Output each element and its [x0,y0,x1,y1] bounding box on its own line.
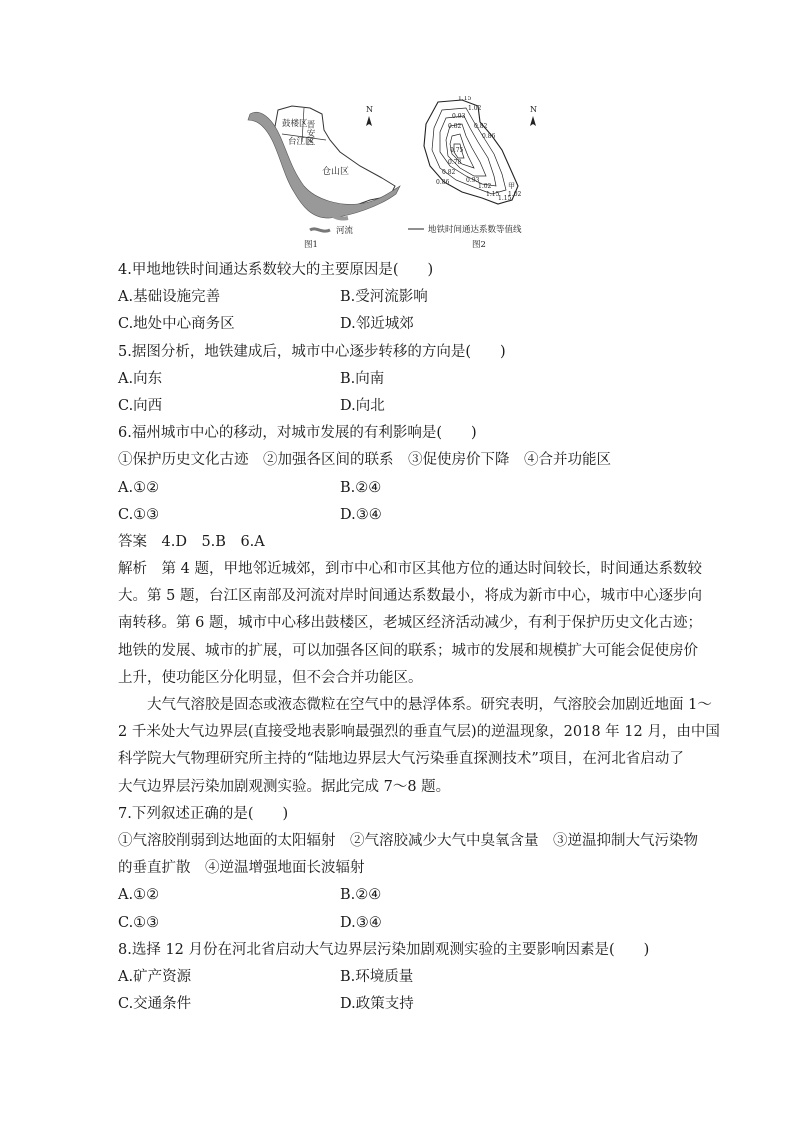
fig1-district-taijiang: 台江区 [288,137,314,147]
q8-option-c: C.交通条件 [118,996,192,1013]
fig1-district-jinan: 晋安区 [305,120,315,146]
answer-line: 答案 4.D 5.B 6.A [118,533,265,550]
fig1-district-gulou: 鼓楼区 [282,119,308,129]
q4-option-c: C.地处中心商务区 [118,316,235,333]
fig2-point-jia: 甲 [508,182,515,190]
q7-stem: 7.下列叙述正确的是( ) [118,805,289,822]
q4-options-row1 [118,284,692,311]
fig2-contour-label: 0.93 [452,113,466,120]
fig2-contour-label: 1.15 [458,96,472,102]
fig2-legend [408,224,522,235]
fig2-contour-label: 1.02 [468,105,482,112]
q5-option-c: C.向西 [118,397,163,414]
fig1-legend [310,225,354,236]
passage-line: 科学院大气物理研究所主持的“陆地边界层大气污染垂直探测技术”项目，在河北省启动了 [118,751,684,768]
figure-maps [230,96,570,256]
svg-text:N: N [530,105,537,114]
q8-options-row1 [118,964,692,991]
q8-stem: 8.选择 12 月份在河北省启动大气边界层污染加剧观测实验的主要影响因素是( ) [118,941,650,958]
fig2-contour-label: 0.82 [442,169,456,176]
q6-items: ①保护历史文化古迹 ②加强各区间的联系 ③促使房价下降 ④合并功能区 [118,452,611,469]
passage-line: 2 千米处大气边界层(直接受地表影响最强烈的垂直气层)的逆温现象，2018 年 12 月，由中国 [118,724,720,741]
fig1-north-arrow [366,105,373,126]
q4-option-b: B.受河流影响 [340,289,428,306]
q8-option-d: D.政策支持 [340,996,414,1013]
q8-option-b: B.环境质量 [340,968,414,985]
fig2-contour-label: 0.82 [448,123,462,130]
q6-option-b: B.②④ [340,479,382,496]
q4-options-row2 [118,311,692,338]
fig2-contour-label: 1.02 [508,191,522,198]
fig2-contour-label: 0.82 [474,123,488,130]
fig2-contour-label: 1.15 [498,195,512,202]
q5-option-b: B.向南 [340,370,385,387]
q8-option-a: A.矿产资源 [118,968,192,985]
analysis-line: 解析 第 4 题，甲地邻近城郊，到市中心和市区其他方位的通达时间较长，时间通达系数较 [118,561,702,578]
figure-area [230,96,570,256]
q7-items: ①气溶胶削弱到达地面的太阳辐射 ②气溶胶减少大气中臭氧含量 ③逆温抑制大气污染物 [118,832,698,849]
svg-text:地铁时间通达系数等值线: 地铁时间通达系数等值线 [428,225,522,235]
fig1-caption: 图1 [304,240,318,250]
fig2-north-arrow [530,105,537,126]
passage-line: 大气气溶胶是固态或液态微粒在空气中的悬浮体系。研究表明，气溶胶会加剧近地面 1～ [147,697,712,713]
fig2-contour-label: 0.93 [466,177,480,184]
analysis-line: 上升，使功能区分化明显，但不会合并功能区。 [118,669,423,686]
q7-options-row2 [118,910,692,937]
q7-option-c: C.①③ [118,914,160,931]
q6-stem: 6.福州城市中心的移动，对城市发展的有利影响是( ) [118,425,477,442]
q4-option-d: D.邻近城郊 [340,316,414,333]
fig2-contour-label: 1.15 [486,191,500,198]
analysis-line: 地铁的发展、城市的扩展，可以加强各区间的联系；城市的发展和规模扩大可能会促使房价 [118,642,698,659]
q6-option-c: C.①③ [118,506,160,523]
fig2-contour-label: 0.78 [448,159,462,166]
fig2-contour-label: 1.02 [478,183,492,190]
question-content [118,257,720,1018]
fig2-contour-label: 0.86 [482,133,496,140]
fig2-map [408,96,537,250]
q7-items: 的垂直扩散 ④逆温增强地面长波辐射 [118,860,365,877]
q8-options-row2 [118,991,692,1018]
analysis-line: 南转移。第 6 题，城市中心移出鼓楼区，老城区经济活动减少，有利于保护历史文化古迹； [118,615,702,632]
svg-text:河流: 河流 [336,226,354,236]
q5-options-row1 [118,366,692,393]
q7-option-d: D.③④ [340,914,382,931]
fig2-contour-label: 0.75 [450,147,464,154]
q5-option-d: D.向北 [340,397,385,414]
fig1-map [248,105,400,250]
fig2-caption: 图2 [472,240,486,250]
q5-stem: 5.据图分析，地铁建成后，城市中心逐步转移的方向是( ) [118,343,506,360]
q4-option-a: A.基础设施完善 [118,289,221,306]
fig2-contour-label: 0.86 [436,179,450,186]
q7-option-a: A.①② [118,887,160,904]
q6-option-d: D.③④ [340,506,382,523]
q6-options-row1 [118,475,692,502]
q5-option-a: A.向东 [118,370,163,387]
q7-option-b: B.②④ [340,887,382,904]
q6-option-a: A.①② [118,479,160,496]
q7-options-row1 [118,882,692,909]
q5-options-row2 [118,393,692,420]
q4-stem: 4.甲地地铁时间通达系数较大的主要原因是( ) [118,262,434,278]
passage-line: 大气边界层污染加剧观测实验。据此完成 7～8 题。 [118,778,451,795]
svg-text:N: N [366,105,373,114]
analysis-line: 大。第 5 题，台江区南部及河流对岸时间通达系数最小，将成为新市中心，城市中心逐步向 [118,588,702,605]
fig1-district-cangshan: 仓山区 [322,167,350,177]
q6-options-row2 [118,502,692,529]
